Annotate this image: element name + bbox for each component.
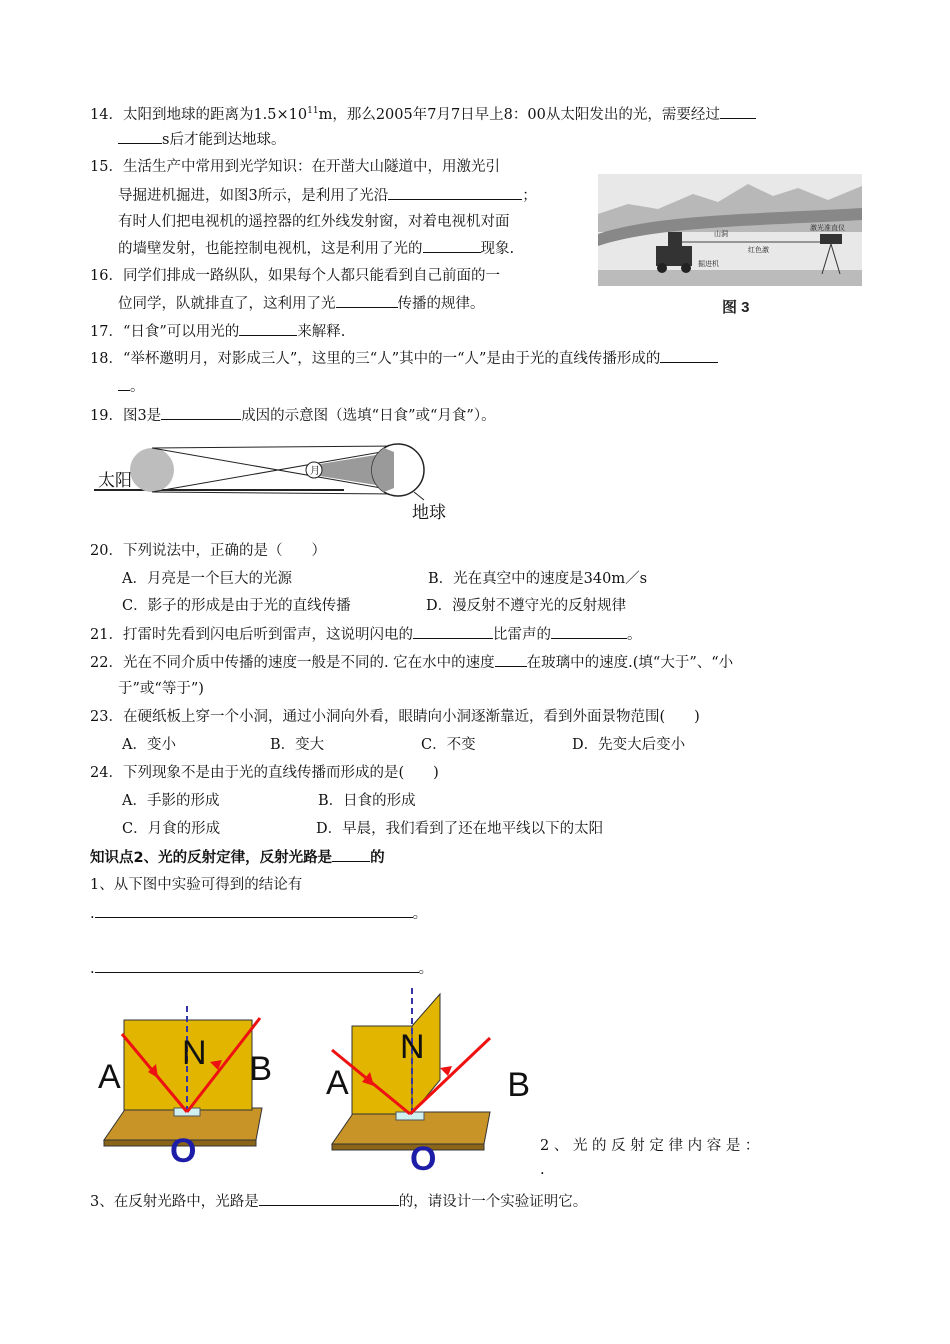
label-o-1: O: [170, 1132, 197, 1168]
reflection-figure-flat: [96, 1000, 276, 1168]
q19-blank[interactable]: [161, 405, 241, 420]
part-3-question: [90, 1191, 587, 1212]
q21-blank-1[interactable]: [413, 624, 493, 639]
q23-option-d[interactable]: D．先变大后变小: [572, 737, 686, 753]
fig3-caption: 图 3: [722, 299, 750, 316]
question-21: [90, 624, 641, 645]
section-2-text-b: 的: [370, 850, 385, 866]
sun-shape: [130, 448, 174, 492]
section-2-blank[interactable]: [332, 847, 370, 862]
q21-text-a: 21．打雷时先看到闪电后听到雷声，这说明闪电的: [90, 627, 413, 643]
earth-leader: [414, 492, 424, 500]
question-14: [90, 101, 756, 125]
reflection-figure-folded: [324, 984, 538, 1174]
label-n-1: N: [182, 1034, 207, 1072]
part-2-question: 2 、 光 的 反 射 定 律 内 容 是 ：: [540, 1138, 760, 1154]
q17-text-b: 来解释.: [297, 324, 346, 340]
q15-line4b: 现象.: [480, 241, 515, 257]
q17-text-a: 17．“日食”可以用光的: [90, 324, 240, 340]
fig3-label-instrument: 激光准直仪: [810, 225, 845, 232]
earth-shadow: [372, 448, 394, 492]
part-1-answer-line-1: . 。: [90, 903, 427, 924]
part-1-answer-line-2: . 。: [90, 958, 433, 979]
q16-line2a: 位同学，队就排直了，这利用了光: [118, 296, 336, 312]
q14-line2-text: s后才能到达地球。: [162, 132, 286, 148]
question-15-line3: 有时人们把电视机的遥控器的红外线发射窗，对着电视机对面: [118, 214, 510, 230]
q14-blank-2[interactable]: [118, 129, 162, 144]
label-b-2: B: [507, 1066, 530, 1104]
question-14-line2: [118, 129, 285, 150]
p3-text-b: 的，请设计一个实验证明它。: [398, 1194, 588, 1210]
q20-option-a[interactable]: A．月亮是一个巨大的光源: [122, 571, 292, 587]
q14-exponent: 11: [307, 106, 319, 116]
label-b-1: B: [249, 1050, 272, 1088]
fig3-label-laser: 红色激: [748, 247, 769, 254]
section-2-heading: [90, 847, 385, 868]
section-2-text-a: 知识点2、光的反射定律，反射光路是: [90, 850, 333, 866]
earth-label: 地球: [412, 503, 446, 522]
q16-line2b: 传播的规律。: [397, 296, 485, 312]
q17-blank[interactable]: [239, 321, 297, 336]
question-23: 23．在硬纸板上穿一个小洞，通过小洞向外看，眼睛向小洞逐渐靠近，看到外面景物范围( ): [90, 709, 700, 725]
q14-blank[interactable]: [720, 104, 756, 119]
q18-line2: 。: [130, 379, 145, 395]
tunnel-figure: [598, 174, 862, 322]
part-2-answer: .: [540, 1162, 545, 1178]
label-n-2: N: [400, 1028, 425, 1066]
q18-blank-2[interactable]: [118, 376, 130, 391]
p3-blank[interactable]: [259, 1191, 399, 1206]
q15-blank-2[interactable]: [423, 238, 481, 253]
q22-text-a: 22．光在不同介质中传播的速度一般是不同的. 它在水中的速度: [90, 655, 495, 671]
ray-3: [152, 446, 394, 448]
question-15-line4: [118, 238, 514, 259]
q24-option-c[interactable]: C．月食的形成: [122, 821, 221, 837]
question-24: 24．下列现象不是由于光的直线传播而形成的是( ): [90, 765, 439, 781]
question-16-line2: [118, 293, 485, 314]
label-a-2: A: [326, 1064, 349, 1102]
p1-blank-2[interactable]: [95, 958, 419, 973]
q20-option-d[interactable]: D．漫反射不遵守光的反射规律: [426, 598, 627, 614]
question-16: 16．同学们排成一路纵队，如果每个人都只能看到自己前面的一: [90, 268, 500, 284]
q15-line4a: 的墙壁发射，也能控制电视机，这是利用了光的: [118, 241, 423, 257]
base-board-2-edge: [332, 1144, 484, 1150]
question-22: [90, 652, 733, 673]
part-1-question: 1、从下图中实验可得到的结论有: [90, 877, 303, 893]
p1-end-2: 。: [418, 961, 434, 977]
p1-end-1: 。: [412, 906, 428, 922]
moon-label: 月: [310, 466, 320, 477]
q21-text-b: 比雷声的: [492, 627, 551, 643]
fig3-label-mountain: 山洞: [714, 231, 728, 238]
sun-label: 太阳: [98, 471, 132, 490]
fig3-label-machine: 掘进机: [698, 261, 719, 268]
q20-option-b[interactable]: B．光在真空中的速度是340m／s: [428, 571, 648, 587]
q22-blank[interactable]: [495, 652, 527, 667]
q14-text-b: m，那么2005年7月7日早上8：00从太阳发出的光，需要经过: [318, 106, 720, 123]
eclipse-figure: [94, 442, 464, 522]
q14-text-a: 14．太阳到地球的距离为1.5×10: [90, 106, 308, 123]
q24-option-b[interactable]: B．日食的形成: [318, 793, 416, 809]
question-17: [90, 321, 345, 342]
question-18-line2: [118, 376, 145, 397]
q22-text-b: 在玻璃中的速度.(填“大于”、“小: [526, 655, 734, 671]
question-22-line2: 于”或“等于”): [118, 681, 204, 697]
q16-blank[interactable]: [336, 293, 398, 308]
q20-option-c[interactable]: C．影子的形成是由于光的直线传播: [122, 598, 351, 614]
q24-option-a[interactable]: A．手影的形成: [122, 793, 220, 809]
ray-4: [152, 492, 394, 494]
label-o-2: O: [410, 1140, 437, 1174]
q21-text-c: 。: [626, 627, 642, 643]
question-15: 15．生活生产中常用到光学知识：在开凿大山隧道中，用激光引: [90, 159, 500, 175]
q23-option-b[interactable]: B．变大: [270, 737, 325, 753]
q24-option-d[interactable]: D．早晨，我们看到了还在地平线以下的太阳: [316, 821, 604, 837]
label-a-1: A: [98, 1058, 121, 1096]
q15-blank-1[interactable]: [388, 185, 522, 200]
q19-text-b: 成因的示意图（选填“日食”或“月食”）。: [241, 408, 496, 424]
q15-line2b: ；: [522, 188, 537, 204]
q19-text-a: 19．图3是: [90, 408, 162, 424]
question-18: [90, 348, 718, 369]
q21-blank-2[interactable]: [551, 624, 627, 639]
q15-line2a: 导掘进机掘进，如图3所示，是利用了光沿: [118, 188, 389, 204]
p3-text-a: 3、在反射光路中，光路是: [90, 1194, 259, 1210]
q23-option-c[interactable]: C．不变: [421, 737, 476, 753]
question-15-line2: [118, 185, 537, 206]
q18-line1: 18．“举杯邀明月，对影成三人”，这里的三“人”其中的一“人”是由于光的直线传播形成的: [90, 351, 661, 367]
question-20: 20．下列说法中，正确的是（ ）: [90, 543, 326, 559]
question-19: [90, 405, 496, 426]
q18-blank[interactable]: [660, 348, 718, 363]
p1-blank-1[interactable]: [95, 903, 413, 918]
q23-option-a[interactable]: A．变小: [122, 737, 176, 753]
